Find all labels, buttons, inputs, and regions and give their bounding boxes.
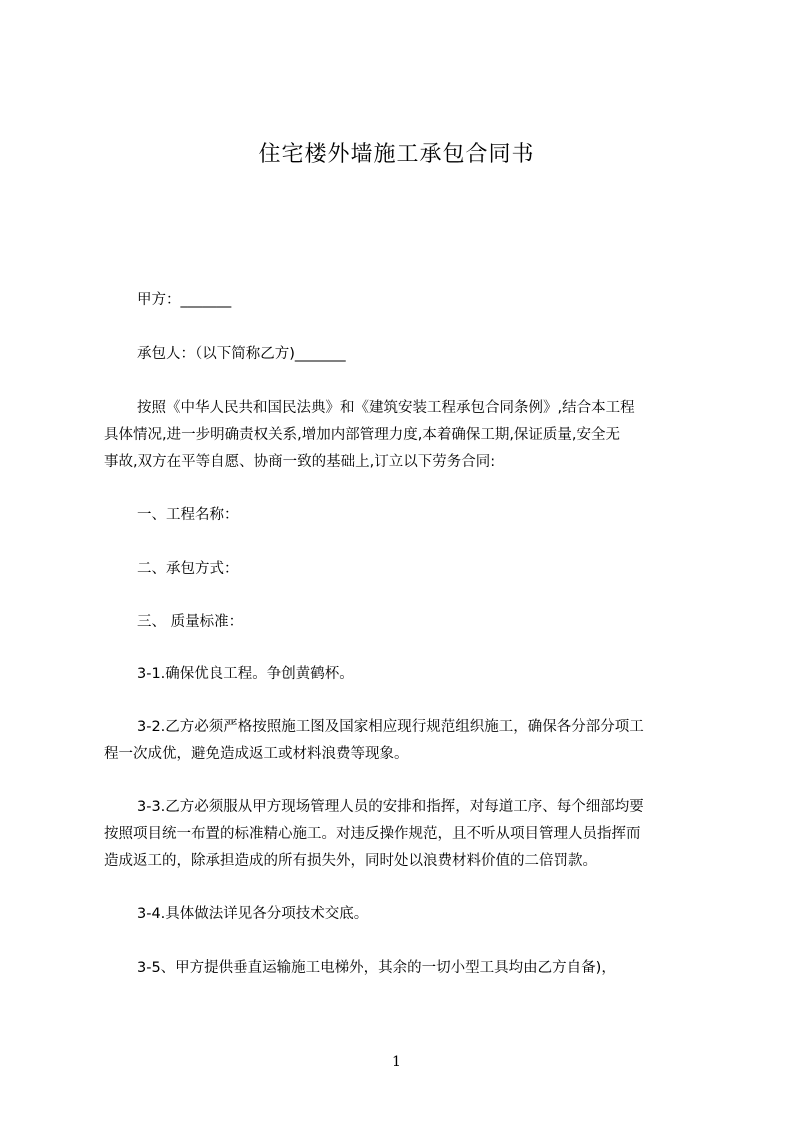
clause-line: 程一次成优，避免造成返工或材料浪费等现象。 xyxy=(104,746,409,762)
intro-line: 事故,双方在平等自愿、协商一致的基础上,订立以下劳务合同: xyxy=(104,454,496,470)
intro-paragraph xyxy=(104,395,700,476)
page-number: 1 xyxy=(392,1054,401,1070)
clause-3-2 xyxy=(104,714,700,768)
page-title: 住宅楼外墙施工承包合同书 xyxy=(258,142,535,167)
clause-line: 3-3.乙方必须服从甲方现场管理人员的安排和指挥，对每道工序、每个细部均要 xyxy=(137,799,644,815)
intro-line: 按照《中华人民共和国民法典》和《建筑安装工程承包合同条例》,结合本工程 xyxy=(137,400,635,416)
contractor-line: 承包人：（以下简称乙方)_______ xyxy=(137,346,346,362)
clause-3-4: 3-4.具体做法详见各分项技术交底。 xyxy=(137,906,369,922)
section-quality-standard: 三、 质量标准： xyxy=(137,614,244,630)
clause-3-5: 3-5、甲方提供垂直运输施工电梯外，其余的一切小型工具均由乙方自备)， xyxy=(137,960,616,976)
clause-3-1: 3-1.确保优良工程。争创黄鹤杯。 xyxy=(137,666,354,682)
party-a-line: 甲方：_______ xyxy=(137,292,232,308)
section-project-name: 一、工程名称： xyxy=(137,507,239,523)
clause-3-3 xyxy=(104,794,700,875)
intro-line: 具体情况,进一步明确责权关系,增加内部管理力度,本着确保工期,保证质量,安全无 xyxy=(104,427,621,443)
section-contract-method: 二、承包方式： xyxy=(137,561,239,577)
clause-line: 3-2.乙方必须严格按照施工图及国家相应现行规范组织施工，确保各分部分项工 xyxy=(137,719,644,735)
clause-line: 按照项目统一布置的标准精心施工。对违反操作规范，且不听从项目管理人员指挥而 xyxy=(104,826,641,842)
clause-line: 造成返工的，除承担造成的所有损失外，同时处以浪费材料价值的二倍罚款。 xyxy=(104,853,597,869)
